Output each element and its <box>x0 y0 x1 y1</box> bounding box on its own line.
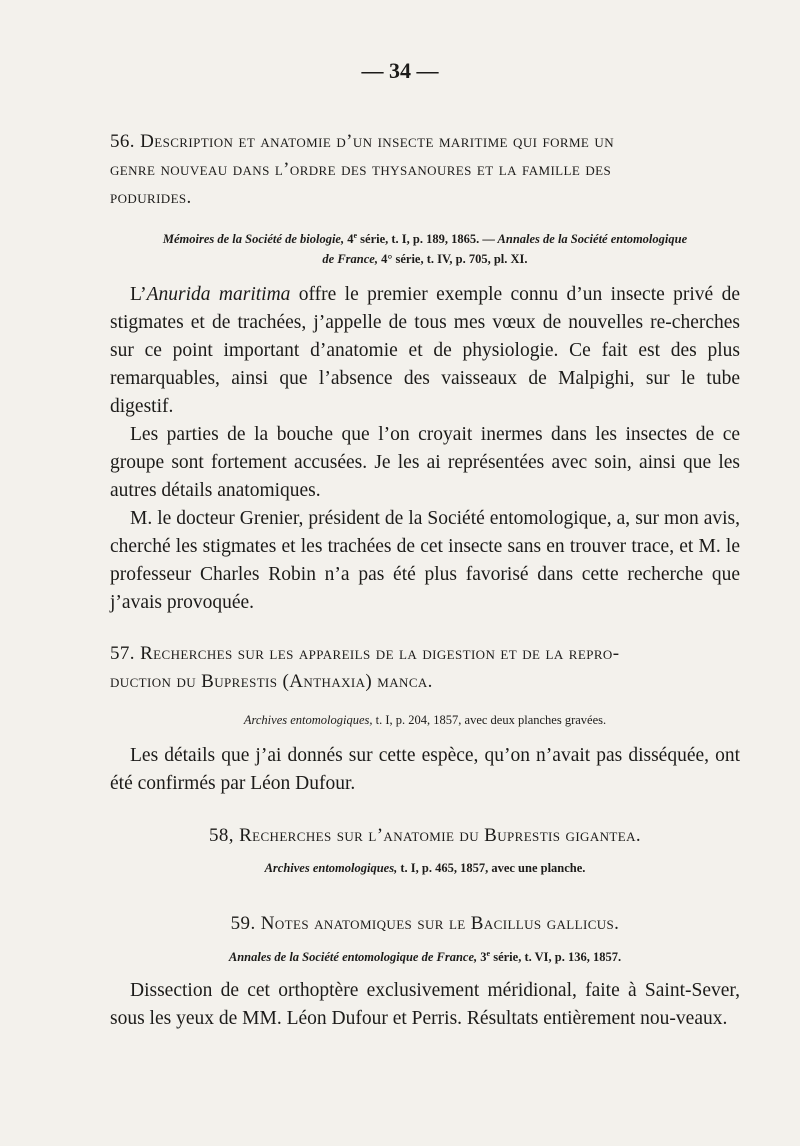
entry-56-title-line1: Description et anatomie d’un insecte maritime qui forme un <box>140 131 614 152</box>
entry-56-title <box>110 128 740 212</box>
entry-59-body <box>110 977 740 1033</box>
entry-59-paragraph-1: Dissection de cet orthoptère exclusivement méridional, faite à Saint-Sever, sous les yeux de MM. Léon Dufour et Perris. Résultats entièrement nou-veaux. <box>110 980 740 1030</box>
entry-59-title: 59. Notes anatomiques sur le Bacillus gallicus. <box>230 913 620 934</box>
entry-57-source: Archives entomologiques, t. I, p. 204, 1857, avec deux planches gravées. <box>243 713 607 727</box>
entry-57-paragraph-1: Les détails que j’ai donnés sur cette espèce, qu’on n’avait pas disséquée, ont été confirmés par Léon Dufour. <box>110 745 740 794</box>
entry-56-paragraph-2: Les parties de la bouche que l’on croyait inermes dans les insectes de ce groupe sont fortement accusées. Je les ai représentées avec soin, ainsi que les autres détails anatomiques. <box>110 424 740 502</box>
entry-59-number: 59. <box>230 913 256 934</box>
page-number: — 34 — <box>361 58 439 83</box>
entry-57-title: 57. Recherches sur les appareils de la digestion et de la repro- duction du Buprestis (Anthaxia) manca. <box>110 643 620 692</box>
entry-57-number: 57. <box>110 643 135 664</box>
entry-56 <box>110 128 740 617</box>
entry-56-body <box>110 281 740 617</box>
entry-56-title-line3: podurides. <box>110 187 192 208</box>
entry-57 <box>110 640 740 798</box>
entry-57-body <box>110 742 740 798</box>
entry-56-paragraph-3: M. le docteur Grenier, président de la Société entomologique, a, sur mon avis, cherché les stigmates et les trachées de cet insecte sans en trouver trace, et M. le professeur Charles Robin n’a pas été plus favorisé dans cette recherche que j’avais provoquée. <box>110 508 740 614</box>
entry-59-source: Annales de la Société entomologique de France, 3e série, t. VI, p. 136, 1857. <box>228 949 622 965</box>
entry-59 <box>110 910 740 1033</box>
entry-58-number: 58, <box>208 825 234 846</box>
entry-56-paragraph-1: L’Anurida maritima offre le premier exemple connu d’un insecte privé de stigmates et de trachées, j’appelle de tous mes vœux de nouvelles re-cherches sur ce point important d’anatomie et de physiologie. Ce fait est des plus remarquables, ainsi que l’absence des vaisseaux de Malpighi, sur le tube digestif. <box>110 284 740 418</box>
entry-58 <box>110 822 740 878</box>
entry-56-number: 56. <box>110 131 135 152</box>
entry-58-title: 58, Recherches sur l’anatomie du Buprestis gigantea. <box>208 825 642 846</box>
entry-56-title-line2: genre nouveau dans l’ordre des thysanoures et la famille des <box>110 159 612 180</box>
entry-56-source: Mémoires de la Société de biologie, 4e série, t. I, p. 189, 1865. — Annales de la Société entomologique de France, 4° série, t. IV, p. 705, pl. XI. <box>162 231 688 267</box>
entry-58-source: Archives entomologiques, t. I, p. 465, 1857, avec une planche. <box>264 861 586 875</box>
